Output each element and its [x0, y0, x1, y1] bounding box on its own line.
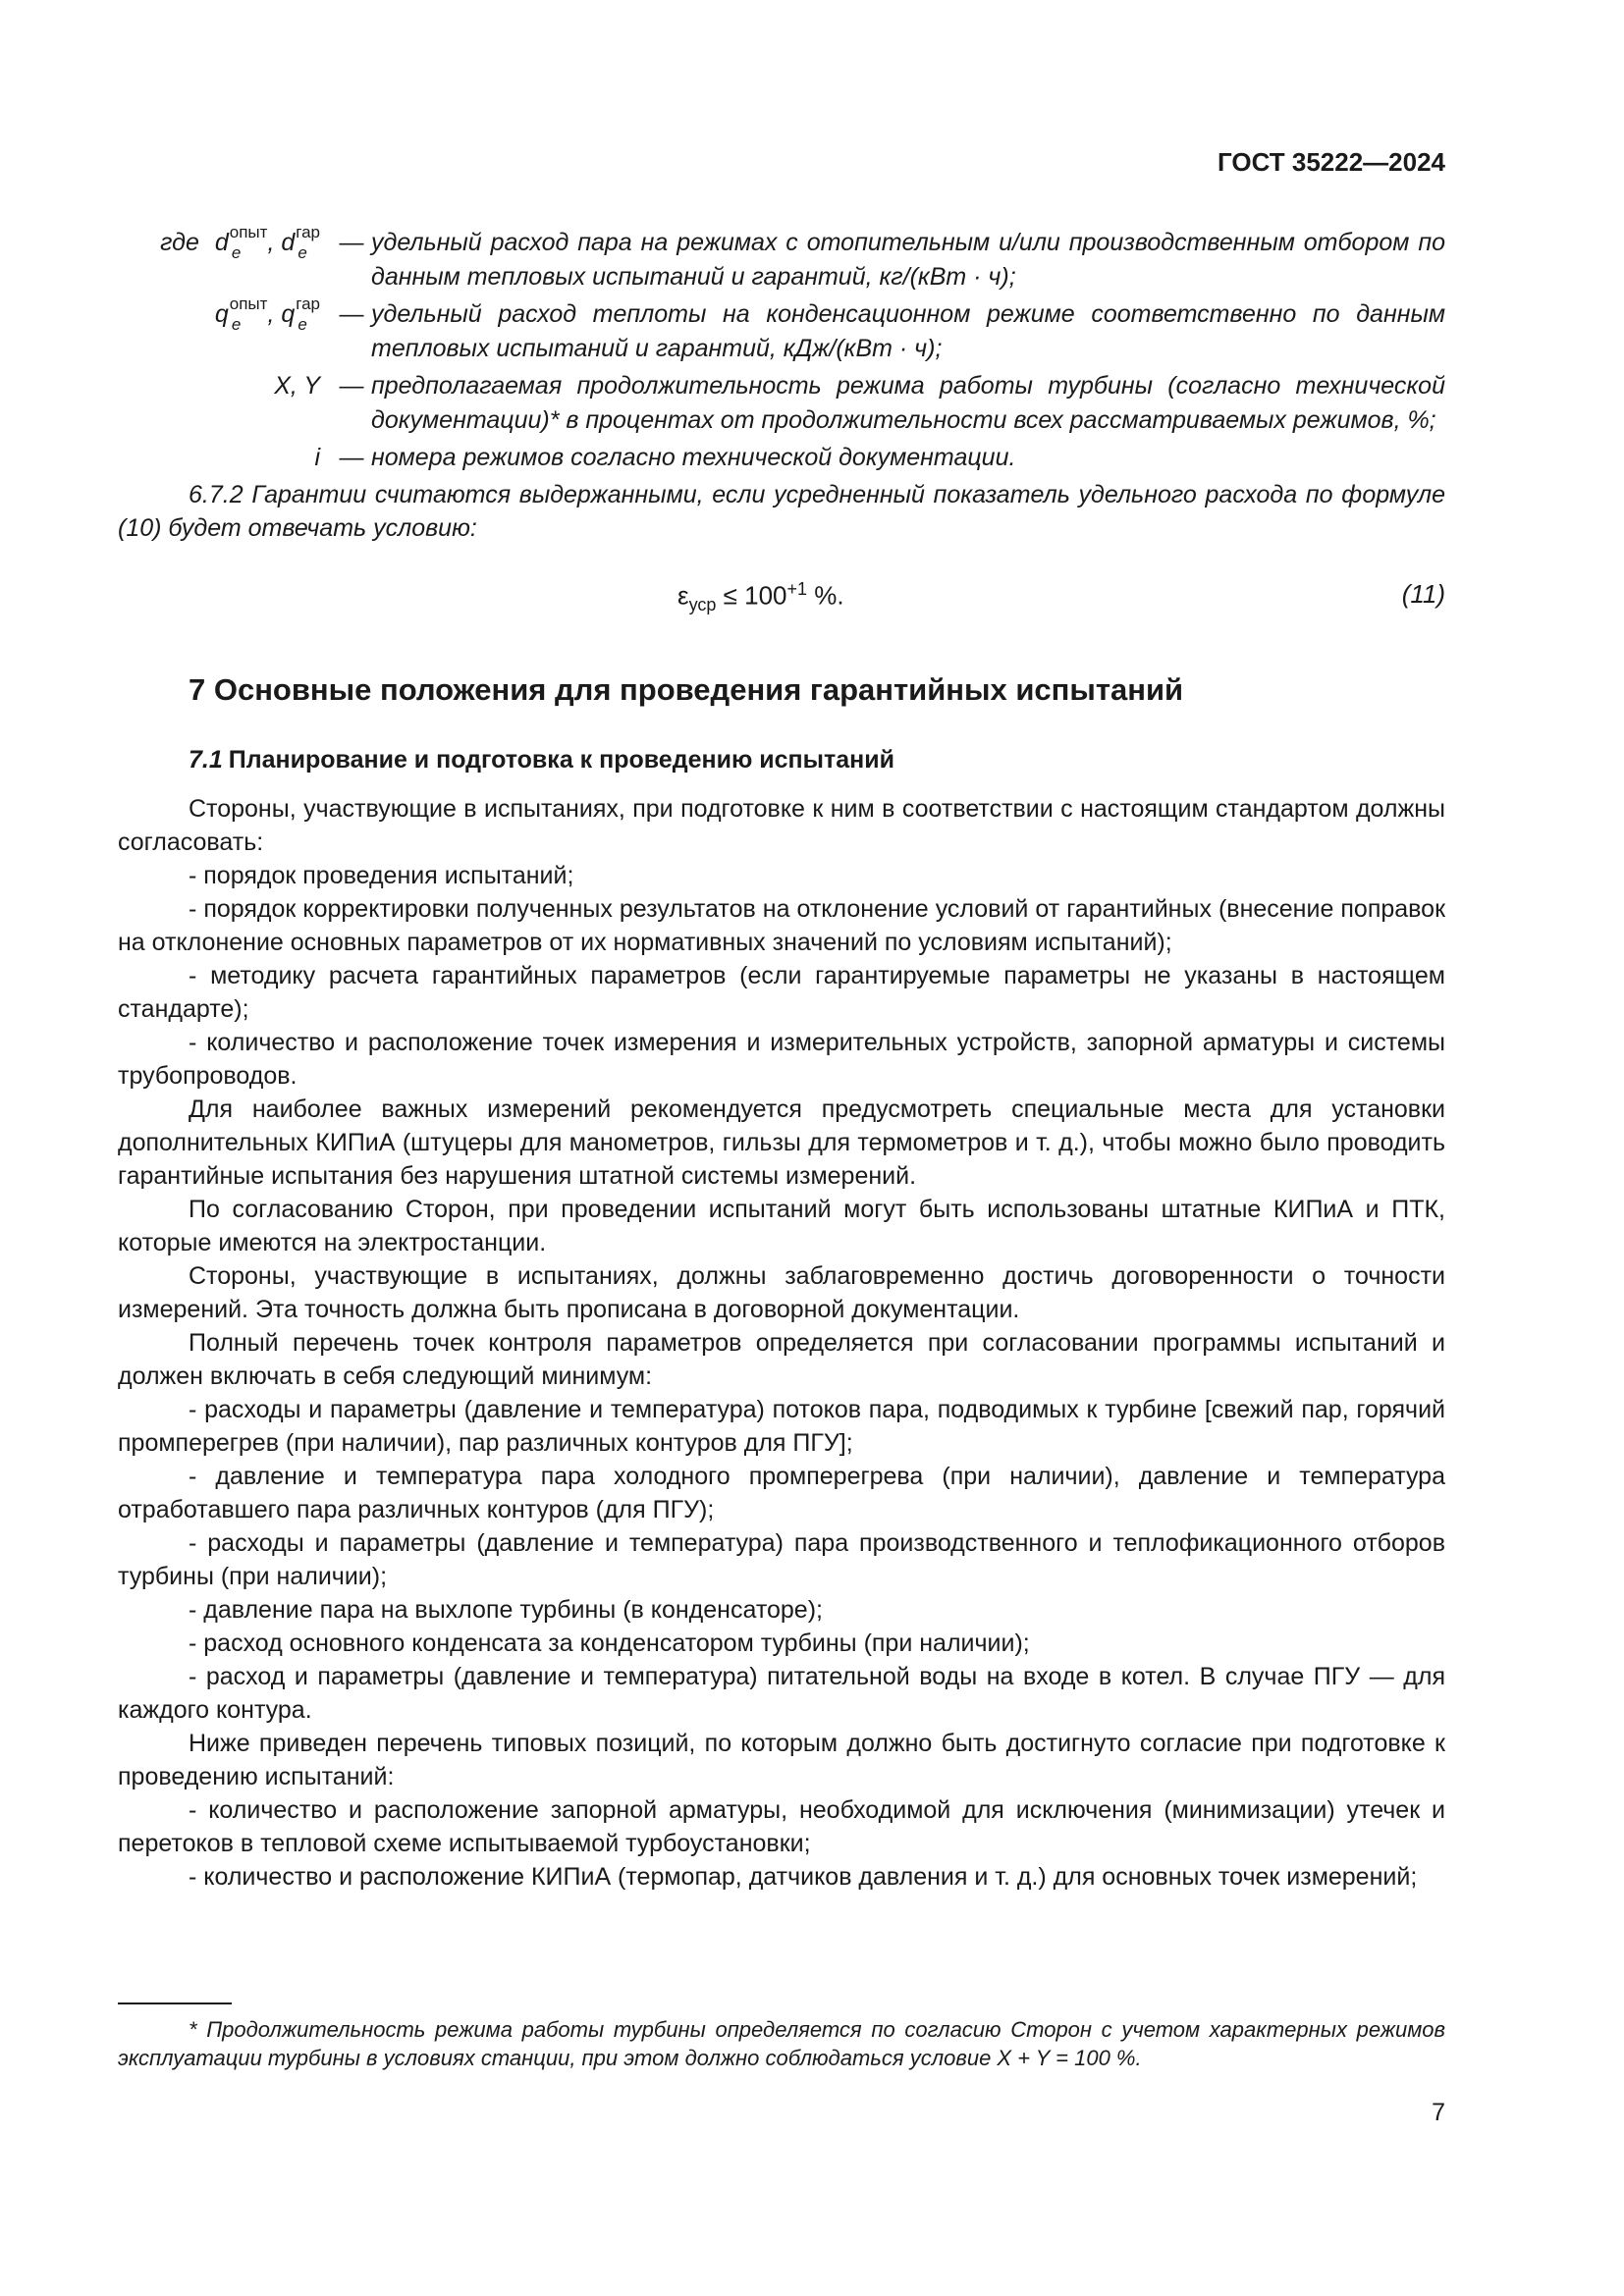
definition-i: [118, 441, 1445, 475]
section-7-1-heading: [189, 746, 894, 774]
section-7-heading: 7 Основные положения для проведения гарантийных испытаний: [189, 672, 1184, 707]
list-item: - расходы и параметры (давление и температура) потоков пара, подводимых к турбине [свежий пар, горячий промперегрев (при наличии), пар различных контуров для ПГУ];: [118, 1396, 1445, 1457]
definition-dash: —: [339, 372, 364, 400]
list-item: - давление пара на выхлопе турбины (в конденсаторе);: [189, 1596, 823, 1624]
definition-term: i: [314, 444, 320, 471]
list-item: - расходы и параметры (давление и температура) пара производственного и теплофикационного отборов турбины (при наличии);: [118, 1529, 1445, 1590]
definition-term: где d e $^{опыт}$, d e $^{гар}$: [160, 223, 320, 262]
definition-term: X, Y: [274, 372, 320, 400]
list-item: - расход и параметры (давление и температура) питательной воды на входе в котел. В случае ПГУ — для каждого контура.: [118, 1663, 1445, 1724]
list-item: - количество и расположение точек измерения и измерительных устройств, запорной арматуры и системы трубопроводов.: [118, 1029, 1445, 1090]
definition-dash: —: [339, 229, 364, 256]
formula-11: [0, 579, 1624, 618]
symbol-q-gar: q e $^{гар}$: [281, 294, 320, 334]
list-item: - количество и расположение запорной арматуры, необходимой для исключения (минимизации) утечек и перетоков в тепловой схеме испытываемой турбоустановки;: [118, 1796, 1445, 1857]
paragraph: Ниже приведен перечень типовых позиций, по которым должно быть достигнуто согласие при подготовке к проведению испытаний:: [118, 1730, 1445, 1790]
definition-d: [118, 223, 1445, 294]
section-7-1-number: 7.1: [189, 746, 223, 774]
page-number: 7: [1432, 2099, 1445, 2126]
symbol-d-gar: d e $^{гар}$: [281, 223, 320, 262]
where-word: где: [160, 229, 199, 256]
footnote-separator: [118, 2002, 232, 2004]
formula-number: (11): [1401, 579, 1445, 609]
definition-xy: [118, 369, 1445, 438]
paragraph: Стороны, участвующие в испытаниях, при подготовке к ним в соответствии с настоящим стандартом должны согласовать:: [118, 795, 1445, 856]
definition-text: номера режимов согласно технической документации.: [371, 444, 1016, 471]
footnote: * Продолжительность режима работы турбины определяется по согласию Сторон с учетом характерных режимов эксплуатации турбины в условиях станции, при этом должно соблюдаться условие X + Y = 100 %.: [118, 2017, 1445, 2070]
paragraph: Для наиболее важных измерений рекомендуется предусмотреть специальные места для установки дополнительных КИПиА (штуцеры для манометров, гильзы для термометров и т. д.), чтобы можно было проводить гарантийные испытания без нарушения штатной системы измерений.: [118, 1095, 1445, 1190]
list-item: - порядок корректировки полученных результатов на отклонение условий от гарантийных (внесение поправок на отклонение основных параметров от их нормативных значений по условиям испытаний);: [118, 895, 1445, 956]
definition-q: [118, 294, 1445, 366]
list-item: - порядок проведения испытаний;: [189, 862, 574, 889]
formula-expression: $\varepsilon_{уср} \le 100^{+1}$ %.: [677, 579, 844, 614]
definition-text: удельный расход теплоты на конденсационном режиме соответственно по данным тепловых испытаний и гарантий, кДж/(кВт · ч);: [371, 300, 1445, 362]
definitions-block: [118, 223, 1445, 545]
definition-dash: —: [339, 444, 364, 471]
document-header: ГОСТ 35222—2024: [1218, 147, 1445, 177]
section-7-1-body: [118, 792, 1445, 1894]
section-7-1-title: Планирование и подготовка к проведению испытаний: [228, 746, 894, 774]
definition-dash: —: [339, 300, 364, 328]
definition-text: удельный расход пара на режимах с отопительным и/или производственным отбором по данным тепловых испытаний и гарантий, кг/(кВт · ч);: [371, 229, 1445, 291]
list-item: - давление и температура пара холодного промперегрева (при наличии), давление и температура отработавшего пара различных контуров (для ПГУ);: [118, 1463, 1445, 1523]
list-item: - расход основного конденсата за конденсатором турбины (при наличии);: [189, 1629, 1030, 1657]
symbol-q-exp: q e $^{опыт}$: [214, 294, 268, 334]
paragraph: По согласованию Сторон, при проведении испытаний могут быть использованы штатные КИПиА и ПТК, которые имеются на электростанции.: [118, 1196, 1445, 1256]
list-item: - методику расчета гарантийных параметров (если гарантируемые параметры не указаны в настоящем стандарте);: [118, 962, 1445, 1023]
definition-text: предполагаемая продолжительность режима работы турбины (согласно технической документации)* в процентах от продолжительности всех рассматриваемых режимов, %;: [371, 372, 1445, 434]
paragraph: Полный перечень точек контроля параметров определяется при согласовании программы испытаний и должен включать в себя следующий минимум:: [118, 1329, 1445, 1390]
list-item: - количество и расположение КИПиА (термопар, датчиков давления и т. д.) для основных точек измерений;: [189, 1863, 1418, 1891]
definition-term: q e $^{опыт}$, q e $^{гар}$: [214, 294, 320, 334]
symbol-d-exp: d e $^{опыт}$: [214, 223, 268, 262]
clause-6-7-2: 6.7.2 Гарантии считаются выдержанными, если усредненный показатель удельного расхода по формуле (10) будет отвечать условию:: [118, 481, 1445, 542]
paragraph: Стороны, участвующие в испытаниях, должны заблаговременно достичь договоренности о точности измерений. Эта точность должна быть прописана в договорной документации.: [118, 1262, 1445, 1323]
